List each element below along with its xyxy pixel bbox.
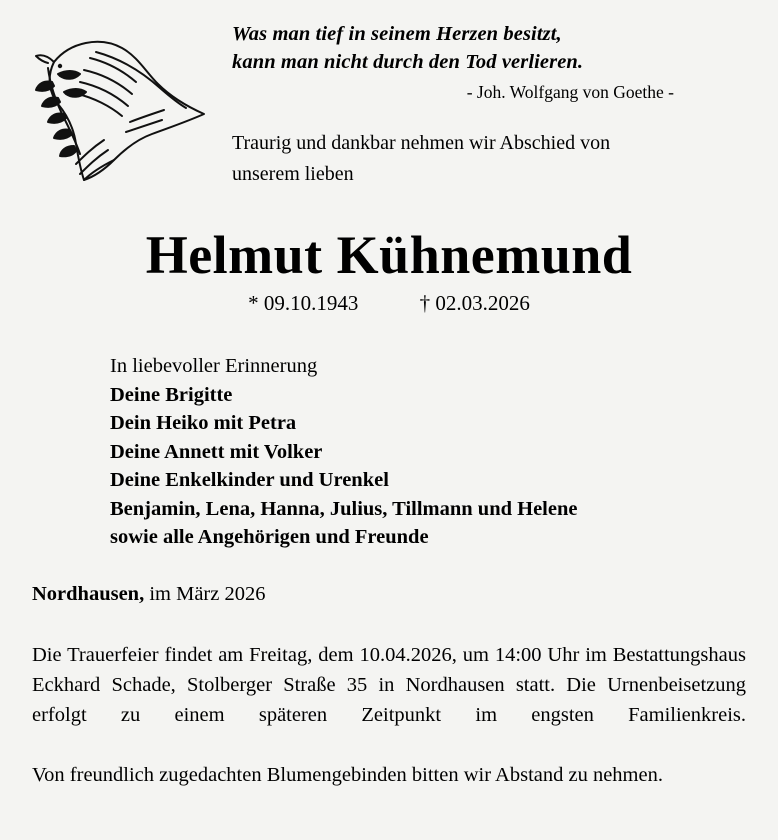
intro-line-1: Traurig und dankbar nehmen wir Abschied von [232,132,611,154]
service-details [32,640,746,790]
intro-line-2: unserem lieben [232,163,354,185]
quote-line-2: kann man nicht durch den Tod verlieren. [232,51,584,73]
dove-with-olive-branch-icon [18,18,218,198]
quote-block [232,20,752,103]
family-list [110,352,740,552]
death-date: † 02.03.2026 [419,291,530,315]
list-item: sowie alle Angehörigen und Freunde [110,526,429,548]
list-item: Dein Heiko mit Petra [110,412,297,434]
list-item: In liebevoller Erinnerung [110,355,318,377]
life-dates [0,291,778,316]
birth-date: * 09.10.1943 [248,291,359,315]
service-paragraph-2: Von freundlich zugedachten Blumengebinden bitten wir Abstand zu nehmen. [32,764,663,786]
list-item: Deine Annett mit Volker [110,440,323,463]
intro-text [232,128,752,190]
list-item: Benjamin, Lena, Hanna, Julius, Tillmann und Helene [110,497,578,520]
list-item: Deine Enkelkinder und Urenkel [110,469,389,491]
notice-date: im März 2026 [149,583,266,605]
place-and-date [32,583,266,606]
list-item: Deine Brigitte [110,383,233,406]
service-paragraph-1: Die Trauerfeier findet am Freitag, dem 10.04.2026, um 14:00 Uhr im Bestattungshaus Eckhard Schade, Stolberger Straße 35 in Nordhausen statt. Die Urnenbeisetzung erfolgt zu einem späteren Zeitpunkt im engsten Familienkreis. [32,644,746,726]
deceased-name: Helmut Kühnemund [145,225,633,285]
quote-line-1: Was man tief in seinem Herzen besitzt, [232,23,562,45]
city-name: Nordhausen, [32,583,145,605]
quote-author: - Joh. Wolfgang von Goethe - [466,82,674,102]
